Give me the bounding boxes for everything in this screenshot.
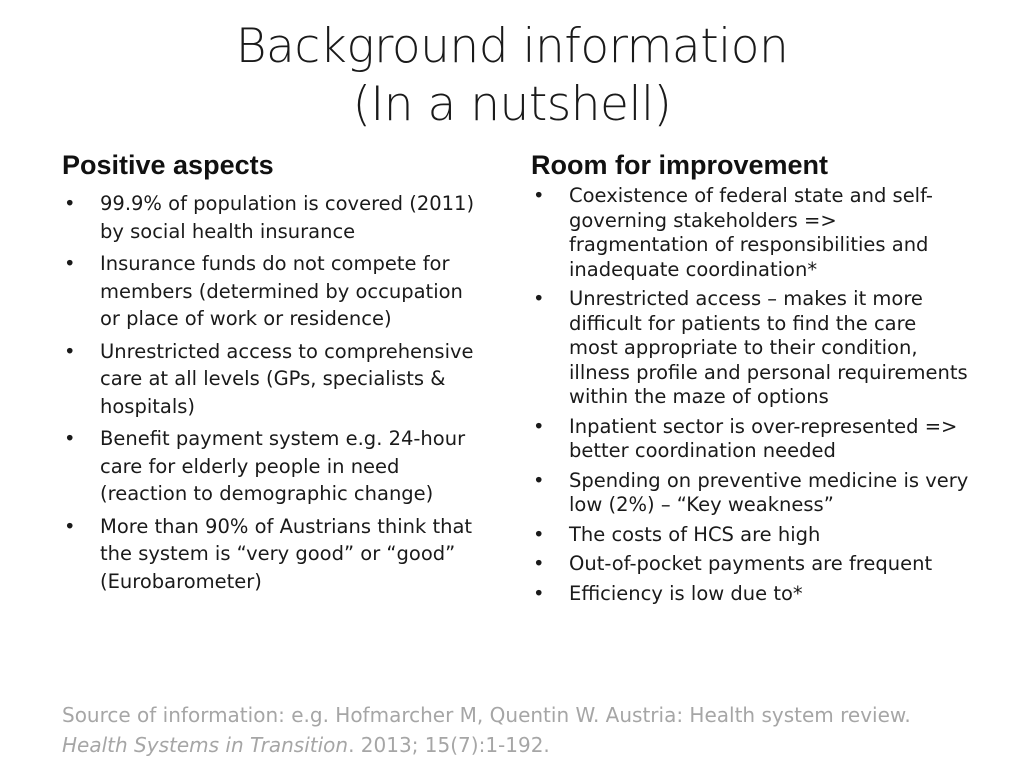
list-item-text: More than 90% of Austrians think that the system is “very good” or “good” (Eurobarometer) [100,514,473,593]
slide-title [0,18,1024,134]
bullet-icon: • [533,581,545,605]
room-for-improvement-heading: Room for improvement [531,150,829,180]
source-citation-journal: Health Systems in Transition [62,733,349,757]
positive-aspects-heading: Positive aspects [62,150,274,180]
room-for-improvement-list [531,184,971,606]
list-item [62,425,482,508]
list-item [62,190,482,245]
list-item [531,523,971,548]
list-item-text: Out-of-pocket payments are frequent [569,552,933,575]
list-item-text: Benefit payment system e.g. 24-hour care for elderly people in need (reaction to demographic change) [100,427,466,505]
list-item-text: Inpatient sector is over-represented => better coordination needed [569,414,958,462]
bullet-icon: • [64,252,76,275]
positive-aspects-list [62,190,482,595]
bullet-icon: • [533,184,545,207]
list-item-text: Efficiency is low due to* [569,581,803,605]
bullet-icon: • [533,414,545,438]
list-item [62,513,482,596]
bullet-icon: • [533,522,545,546]
list-item-text: The costs of HCS are high [569,522,821,546]
list-item-text: Unrestricted access – makes it more difficult for patients to find the care most appropriate to their condition, illness profile and personal requirements within the maze of options [569,287,968,408]
positive-aspects-column [62,148,482,600]
source-citation-prefix: Source of information: e.g. Hofmarcher M, Quentin W. Austria: Health system review. [62,703,911,727]
slide-title-line-1: Background information [235,19,789,74]
source-citation-suffix: . 2013; 15(7):1-192. [348,733,550,757]
bullet-icon: • [64,514,76,538]
bullet-icon: • [64,339,76,363]
list-item [62,338,482,421]
bullet-icon: • [64,427,76,450]
source-citation [62,700,962,760]
room-for-improvement-column [531,148,971,611]
list-item-text: Unrestricted access to comprehensive care at all levels (GPs, specialists & hospitals) [100,339,474,418]
bullet-icon: • [64,192,76,215]
list-item-text: Spending on preventive medicine is very low (2%) – “Key weakness” [569,468,969,516]
list-item [531,415,971,464]
list-item [62,250,482,333]
list-item-text: 99.9% of population is covered (2011) by social health insurance [100,192,475,243]
list-item [531,469,971,518]
list-item [531,552,971,577]
list-item [531,582,971,607]
slide-title-line-2: (In a nutshell) [352,77,672,132]
bullet-icon: • [533,287,545,310]
list-item-text: Coexistence of federal state and self-governing stakeholders => fragmentation of responsibilities and inadequate coordination* [569,184,933,281]
list-item [531,287,971,410]
list-item [531,184,971,282]
list-item-text: Insurance funds do not compete for members (determined by occupation or place of work or residence) [100,252,463,330]
bullet-icon: • [533,468,545,492]
bullet-icon: • [533,552,545,575]
